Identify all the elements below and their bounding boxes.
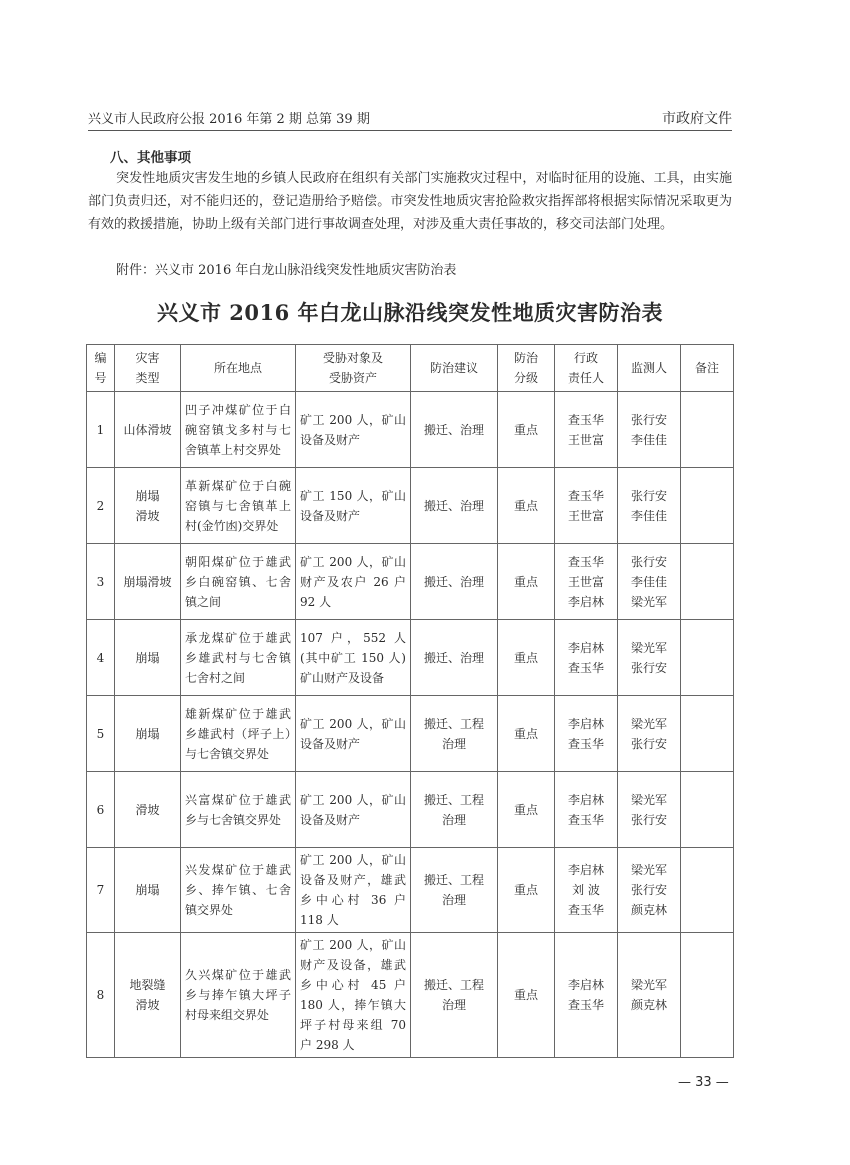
- cell-monitor: 梁光军 张行安: [618, 772, 681, 848]
- cell-hazard-type: 崩塌: [115, 696, 181, 772]
- cell-admin-responsible: 查玉华 王世富: [555, 468, 618, 544]
- cell-advice: 搬迁、工程 治理: [411, 772, 498, 848]
- cell-level: 重点: [498, 468, 555, 544]
- cell-location: 朝阳煤矿位于雄武乡白碗窑镇、七舍镇之间: [181, 544, 296, 620]
- cell-advice: 搬迁、治理: [411, 620, 498, 696]
- cell-hazard-type: 山体滑坡: [115, 392, 181, 468]
- cell-number: 4: [87, 620, 115, 696]
- cell-threatened: 矿工 200 人，矿山设备及财产: [296, 696, 411, 772]
- cell-remarks: [681, 392, 734, 468]
- cell-location: 兴富煤矿位于雄武乡与七舍镇交界处: [181, 772, 296, 848]
- column-header-threatened: 受胁对象及 受胁资产: [296, 345, 411, 392]
- cell-monitor: 梁光军 颜克林: [618, 933, 681, 1058]
- cell-hazard-type: 崩塌: [115, 848, 181, 933]
- section-label: 市政府文件: [662, 111, 732, 127]
- column-header-number: 编 号: [87, 345, 115, 392]
- cell-admin-responsible: 李启林 查玉华: [555, 696, 618, 772]
- table-body: [87, 392, 734, 1058]
- cell-advice: 搬迁、治理: [411, 544, 498, 620]
- cell-remarks: [681, 620, 734, 696]
- header-divider: [88, 130, 732, 131]
- cell-level: 重点: [498, 392, 555, 468]
- cell-location: 兴发煤矿位于雄武乡、捧乍镇、七舍镇交界处: [181, 848, 296, 933]
- cell-monitor: 梁光军 张行安: [618, 620, 681, 696]
- cell-admin-responsible: 李启林 查玉华: [555, 933, 618, 1058]
- page-number: — 33 —: [678, 1075, 729, 1090]
- table-row: [87, 772, 734, 848]
- cell-number: 1: [87, 392, 115, 468]
- cell-threatened: 矿工 200 人，矿山设备及财产: [296, 772, 411, 848]
- cell-advice: 搬迁、工程 治理: [411, 933, 498, 1058]
- attachment-line: 附件：兴义市 2016 年白龙山脉沿线突发性地质灾害防治表: [116, 263, 457, 278]
- column-header-monitor: 监测人: [618, 345, 681, 392]
- table-row: [87, 392, 734, 468]
- cell-threatened: 矿工 200 人，矿山设备及财产，雄武乡中心村 36 户 118 人: [296, 848, 411, 933]
- cell-threatened: 矿工 200 人，矿山财产及农户 26 户 92 人: [296, 544, 411, 620]
- cell-location: 久兴煤矿位于雄武乡与捧乍镇大坪子村母来组交界处: [181, 933, 296, 1058]
- cell-monitor: 张行安 李佳佳: [618, 468, 681, 544]
- cell-remarks: [681, 468, 734, 544]
- cell-number: 2: [87, 468, 115, 544]
- cell-monitor: 张行安 李佳佳 梁光军: [618, 544, 681, 620]
- publication-info: 兴义市人民政府公报 2016 年第 2 期 总第 39 期: [88, 112, 370, 127]
- table-header-row: [87, 345, 734, 392]
- cell-threatened: 107 户，552 人(其中矿工 150 人)矿山财产及设备: [296, 620, 411, 696]
- cell-location: 革新煤矿位于白碗窑镇与七舍镇革上村(金竹凼)交界处: [181, 468, 296, 544]
- cell-admin-responsible: 查玉华 王世富: [555, 392, 618, 468]
- cell-monitor: 梁光军 张行安 颜克林: [618, 848, 681, 933]
- hazard-table: [86, 344, 734, 1058]
- table-row: [87, 544, 734, 620]
- cell-number: 6: [87, 772, 115, 848]
- cell-location: 承龙煤矿位于雄武乡雄武村与七舍镇七舍村之间: [181, 620, 296, 696]
- table-row: [87, 468, 734, 544]
- cell-advice: 搬迁、工程 治理: [411, 848, 498, 933]
- cell-level: 重点: [498, 933, 555, 1058]
- cell-admin-responsible: 李启林 查玉华: [555, 620, 618, 696]
- cell-hazard-type: 崩塌滑坡: [115, 544, 181, 620]
- cell-number: 5: [87, 696, 115, 772]
- cell-hazard-type: 地裂缝 滑坡: [115, 933, 181, 1058]
- cell-hazard-type: 崩塌 滑坡: [115, 468, 181, 544]
- column-header-admin-responsible: 行政 责任人: [555, 345, 618, 392]
- cell-remarks: [681, 696, 734, 772]
- cell-monitor: 张行安 李佳佳: [618, 392, 681, 468]
- table-row: [87, 696, 734, 772]
- cell-level: 重点: [498, 848, 555, 933]
- cell-advice: 搬迁、工程 治理: [411, 696, 498, 772]
- table-row: [87, 620, 734, 696]
- body-paragraph: 突发性地质灾害发生地的乡镇人民政府在组织有关部门实施救灾过程中，对临时征用的设施、工具，由实施部门负责归还，对不能归还的，登记造册给予赔偿。市突发性地质灾害抢险救灾指挥部将根据实际情况采取更为有效的救援措施，协助上级有关部门进行事故调查处理，对涉及重大责任事故的，移交司法部门处理。: [88, 171, 732, 232]
- table-title: 兴义市 2016 年白龙山脉沿线突发性地质灾害防治表: [156, 300, 664, 325]
- cell-number: 7: [87, 848, 115, 933]
- cell-advice: 搬迁、治理: [411, 468, 498, 544]
- cell-level: 重点: [498, 772, 555, 848]
- cell-remarks: [681, 848, 734, 933]
- cell-remarks: [681, 772, 734, 848]
- cell-hazard-type: 崩塌: [115, 620, 181, 696]
- column-header-level: 防治 分级: [498, 345, 555, 392]
- cell-threatened: 矿工 200 人，矿山设备及财产: [296, 392, 411, 468]
- cell-monitor: 梁光军 张行安: [618, 696, 681, 772]
- cell-level: 重点: [498, 696, 555, 772]
- cell-threatened: 矿工 150 人，矿山设备及财产: [296, 468, 411, 544]
- section-title: 八、其他事项: [110, 150, 191, 166]
- cell-location: 雄新煤矿位于雄武乡雄武村（坪子上）与七舍镇交界处: [181, 696, 296, 772]
- cell-admin-responsible: 查玉华 王世富 李启林: [555, 544, 618, 620]
- cell-advice: 搬迁、治理: [411, 392, 498, 468]
- column-header-hazard-type: 灾害 类型: [115, 345, 181, 392]
- cell-hazard-type: 滑坡: [115, 772, 181, 848]
- cell-level: 重点: [498, 620, 555, 696]
- cell-number: 3: [87, 544, 115, 620]
- cell-number: 8: [87, 933, 115, 1058]
- cell-remarks: [681, 933, 734, 1058]
- cell-admin-responsible: 李启林 刘 波 查玉华: [555, 848, 618, 933]
- column-header-advice: 防治建议: [411, 345, 498, 392]
- column-header-remarks: 备注: [681, 345, 734, 392]
- table-row: [87, 848, 734, 933]
- cell-admin-responsible: 李启林 查玉华: [555, 772, 618, 848]
- column-header-location: 所在地点: [181, 345, 296, 392]
- cell-location: 凹子冲煤矿位于白碗窑镇戈多村与七舍镇革上村交界处: [181, 392, 296, 468]
- cell-remarks: [681, 544, 734, 620]
- cell-threatened: 矿工 200 人，矿山财产及设备，雄武乡中心村 45 户 180 人，捧乍镇大坪子村母来组 70 户 298 人: [296, 933, 411, 1058]
- page-header: [88, 104, 732, 128]
- table-row: [87, 933, 734, 1058]
- cell-level: 重点: [498, 544, 555, 620]
